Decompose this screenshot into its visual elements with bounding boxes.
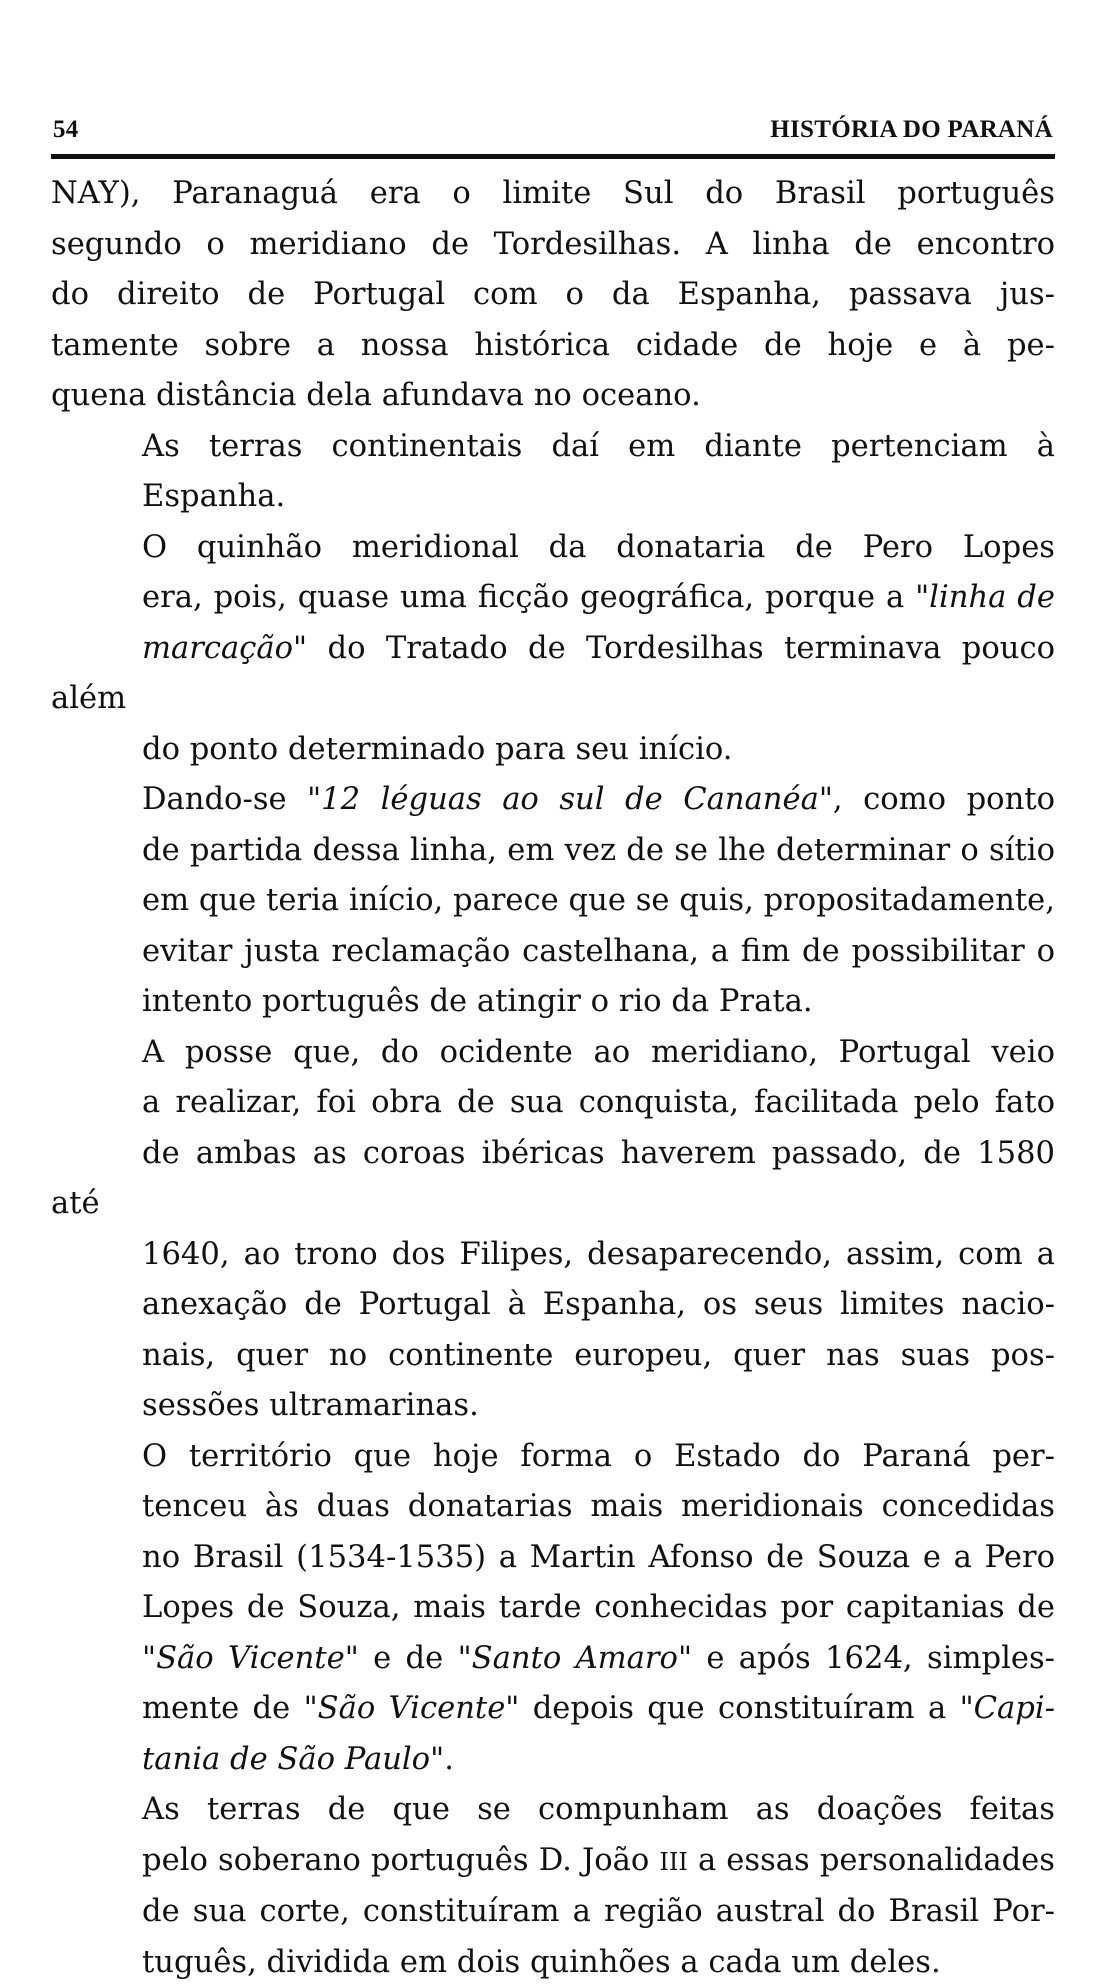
text-line: a realizar, foi obra de sua conquista, facilitada pelo fato	[51, 1078, 1055, 1129]
text-line: do direito de Portugal com o da Espanha, passava jus-	[51, 270, 1055, 321]
text-line: nais, quer no continente europeu, quer nas suas pos-	[51, 1331, 1055, 1382]
text-line	[51, 573, 1055, 624]
text-line: de sua corte, constituíram a região austral do Brasil Por-	[51, 1887, 1055, 1938]
text-line: de partida dessa linha, em vez de se lhe determinar o sítio	[51, 826, 1055, 877]
text-line: em que teria início, parece que se quis, propositadamente,	[51, 876, 1055, 927]
italic-quote: "12 léguas ao sul de Cananéa"	[307, 782, 833, 817]
text-line: NAY), Paranaguá era o limite Sul do Brasil português	[51, 169, 1055, 220]
text-line: intento português de atingir o rio da Prata.	[51, 977, 1055, 1028]
paragraph-1	[51, 169, 1055, 422]
italic-quote: "São Vicente"	[142, 1641, 359, 1676]
italic-quote: "linha de	[915, 580, 1055, 615]
text-line: quena distância dela afundava no oceano.	[51, 371, 1055, 422]
text-line: anexação de Portugal à Espanha, os seus limites nacio-	[51, 1280, 1055, 1331]
text-line: sessões ultramarinas.	[51, 1381, 1055, 1432]
text-line	[51, 775, 1055, 826]
page-header	[51, 100, 1055, 144]
paragraph-5	[51, 1028, 1055, 1432]
text-run: era, pois, quase uma ficção geográfica, porque a	[142, 580, 915, 615]
paragraph-3	[51, 523, 1055, 776]
small-caps-numeral: III	[659, 1848, 687, 1876]
text-line: Espanha.	[51, 472, 1055, 523]
text-line	[51, 1684, 1055, 1735]
text-line: As terras de que se compunham as doações feitas	[51, 1785, 1055, 1836]
italic-quote: tania de São Paulo"	[142, 1742, 444, 1777]
paragraph-2	[51, 422, 1055, 523]
text-line: evitar justa reclamação castelhana, a fim de possibilitar o	[51, 927, 1055, 978]
text-run: e de	[359, 1641, 458, 1676]
paragraph-7	[51, 1785, 1055, 1988]
text-line: O quinhão meridional da donataria de Pero Lopes	[51, 523, 1055, 574]
text-line: segundo o meridiano de Tordesilhas. A linha de encontro	[51, 220, 1055, 271]
text-line: 1640, ao trono dos Filipes, desaparecendo, assim, com a	[51, 1230, 1055, 1281]
text-run: mente de	[142, 1691, 304, 1726]
text-line: A posse que, do ocidente ao meridiano, Portugal veio	[51, 1028, 1055, 1079]
text-line	[51, 1735, 1055, 1786]
text-line	[51, 1634, 1055, 1685]
text-line: Lopes de Souza, mais tarde conhecidas por capitanias de	[51, 1583, 1055, 1634]
italic-quote: "São Vicente"	[304, 1691, 520, 1726]
text-run: do Tratado de Tordesilhas terminava pouco além	[51, 631, 1055, 717]
text-line: de ambas as coroas ibéricas haverem passado, de 1580 até	[51, 1129, 1055, 1230]
running-title: HISTÓRIA DO PARANÁ	[770, 116, 1053, 144]
text-run: e após 1624, simples-	[692, 1641, 1055, 1676]
body-text	[51, 169, 1055, 1988]
text-run: , como ponto	[833, 782, 1055, 817]
page-number: 54	[53, 116, 79, 144]
text-line: O território que hoje forma o Estado do Paraná per-	[51, 1432, 1055, 1483]
text-run: depois que constituíram a	[519, 1691, 959, 1726]
text-line: tenceu às duas donatarias mais meridionais concedidas	[51, 1482, 1055, 1533]
text-line	[51, 1836, 1055, 1888]
text-run: Dando-se	[142, 782, 307, 817]
italic-quote: "Santo Amaro"	[458, 1641, 692, 1676]
text-run: a essas personalidades	[688, 1843, 1055, 1878]
text-line: tamente sobre a nossa histórica cidade de hoje e à pe-	[51, 321, 1055, 372]
text-line	[51, 624, 1055, 725]
italic-quote: "Capi-	[960, 1691, 1055, 1726]
text-line: tuguês, dividida em dois quinhões a cada um deles.	[51, 1938, 1055, 1988]
text-run: pelo soberano português D. João	[142, 1843, 659, 1878]
paragraph-4	[51, 775, 1055, 1028]
text-run: .	[444, 1742, 454, 1777]
text-line: no Brasil (1534-1535) a Martin Afonso de Souza e a Pero	[51, 1533, 1055, 1584]
book-page	[51, 100, 1055, 1988]
text-line: As terras continentais daí em diante pertenciam à	[51, 422, 1055, 473]
paragraph-6	[51, 1432, 1055, 1786]
header-rule	[51, 154, 1055, 159]
italic-quote: marcação"	[142, 631, 307, 666]
text-line: do ponto determinado para seu início.	[51, 725, 1055, 776]
